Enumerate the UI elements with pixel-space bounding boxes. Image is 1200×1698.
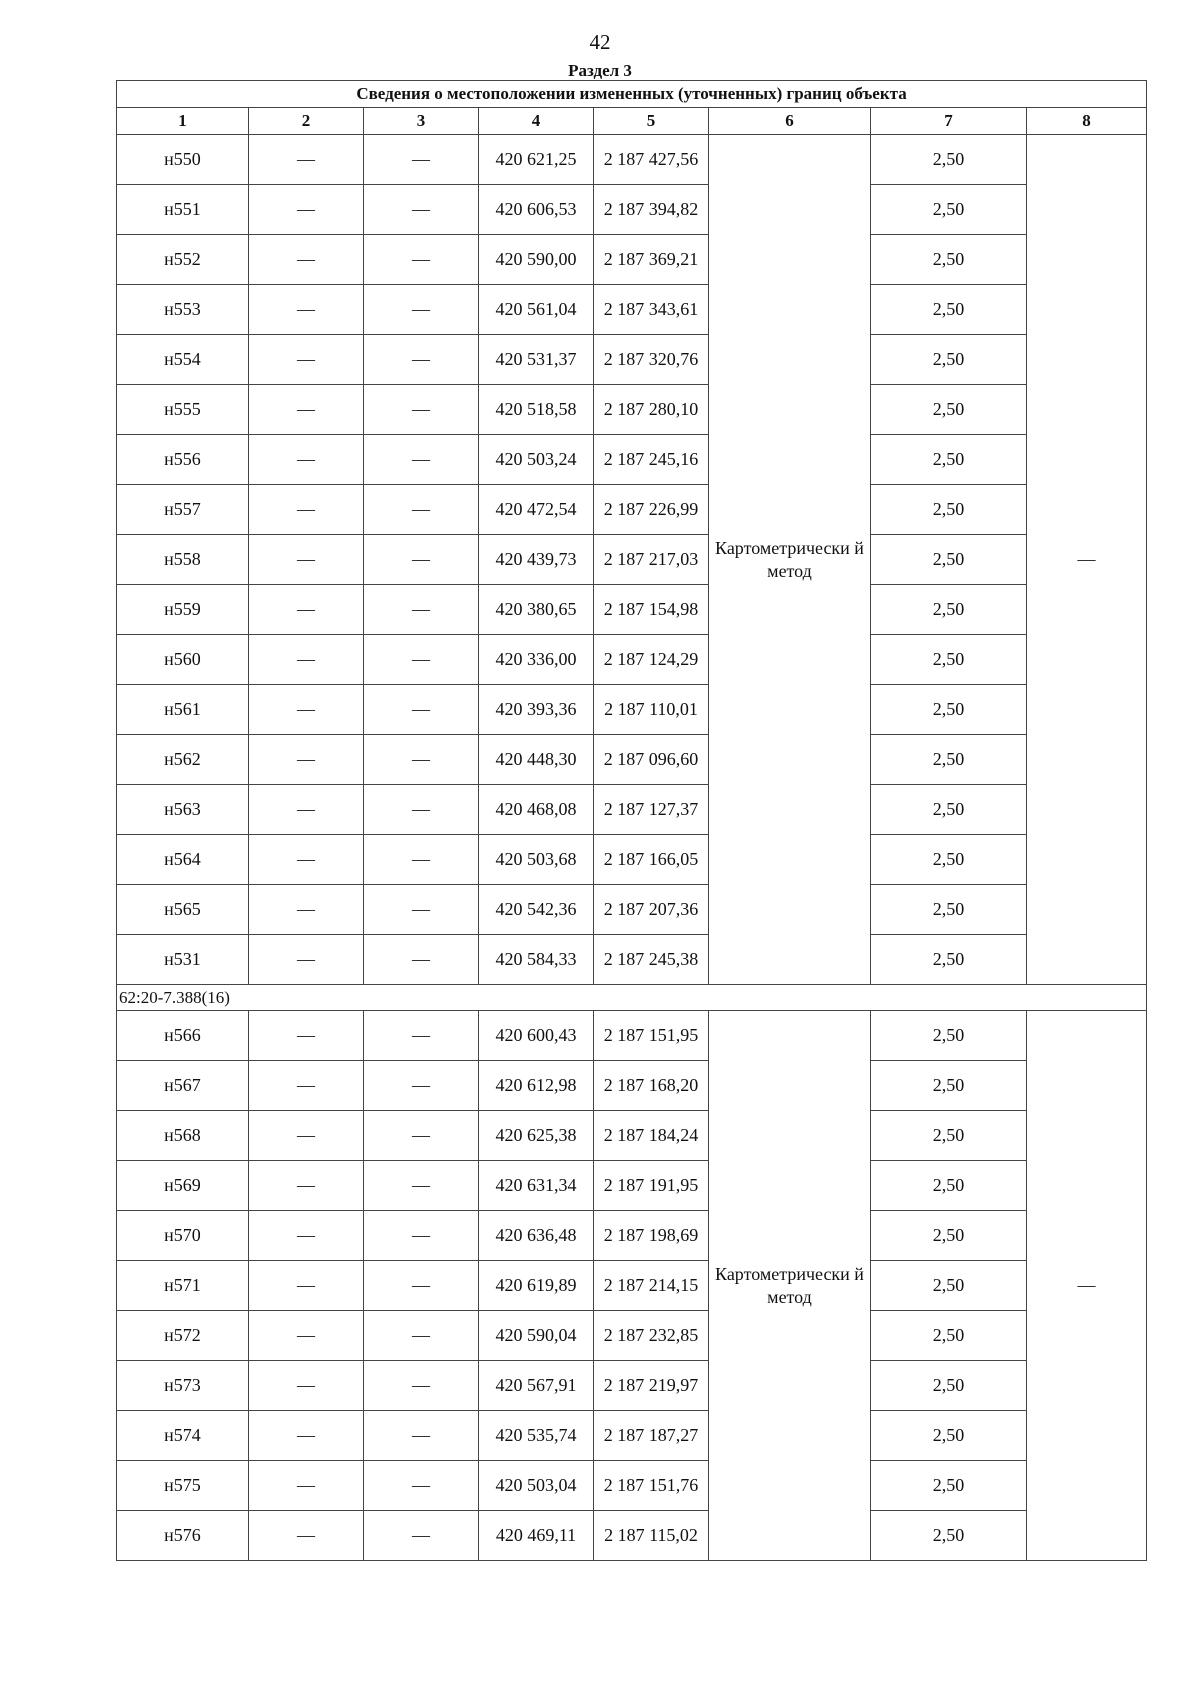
col3-cell: —	[364, 235, 479, 285]
table-row	[117, 1061, 1147, 1111]
column-header: 8	[1027, 108, 1147, 135]
col3-cell: —	[364, 835, 479, 885]
accuracy-cell: 2,50	[871, 885, 1027, 935]
table-row	[117, 1311, 1147, 1361]
accuracy-cell: 2,50	[871, 1161, 1027, 1211]
group-label-row	[117, 985, 1147, 1011]
y-coordinate-cell: 2 187 124,29	[594, 635, 709, 685]
x-coordinate-cell: 420 625,38	[479, 1111, 594, 1161]
accuracy-cell: 2,50	[871, 385, 1027, 435]
accuracy-cell: 2,50	[871, 1361, 1027, 1411]
y-coordinate-cell: 2 187 207,36	[594, 885, 709, 935]
col3-cell: —	[364, 635, 479, 685]
column-header: 7	[871, 108, 1027, 135]
point-name-cell: н567	[117, 1061, 249, 1111]
col3-cell: —	[364, 885, 479, 935]
col3-cell: —	[364, 1161, 479, 1211]
x-coordinate-cell: 420 619,89	[479, 1261, 594, 1311]
x-coordinate-cell: 420 503,24	[479, 435, 594, 485]
col2-cell: —	[249, 1061, 364, 1111]
method-cell: Картометрически й метод	[709, 135, 871, 985]
table-row	[117, 1461, 1147, 1511]
col2-cell: —	[249, 935, 364, 985]
accuracy-cell: 2,50	[871, 1261, 1027, 1311]
x-coordinate-cell: 420 535,74	[479, 1411, 594, 1461]
table-row	[117, 935, 1147, 985]
col3-cell: —	[364, 1461, 479, 1511]
x-coordinate-cell: 420 606,53	[479, 185, 594, 235]
point-name-cell: н531	[117, 935, 249, 985]
col3-cell: —	[364, 485, 479, 535]
col3-cell: —	[364, 785, 479, 835]
point-name-cell: н574	[117, 1411, 249, 1461]
table-row	[117, 1011, 1147, 1061]
col3-cell: —	[364, 285, 479, 335]
point-name-cell: н551	[117, 185, 249, 235]
col2-cell: —	[249, 1361, 364, 1411]
col3-cell: —	[364, 535, 479, 585]
col3-cell: —	[364, 1011, 479, 1061]
y-coordinate-cell: 2 187 394,82	[594, 185, 709, 235]
column-header: 3	[364, 108, 479, 135]
column-header-row	[117, 108, 1147, 135]
col3-cell: —	[364, 335, 479, 385]
col2-cell: —	[249, 185, 364, 235]
y-coordinate-cell: 2 187 245,38	[594, 935, 709, 985]
col2-cell: —	[249, 735, 364, 785]
y-coordinate-cell: 2 187 096,60	[594, 735, 709, 785]
table-row	[117, 535, 1147, 585]
x-coordinate-cell: 420 503,04	[479, 1461, 594, 1511]
table-row	[117, 435, 1147, 485]
x-coordinate-cell: 420 468,08	[479, 785, 594, 835]
point-name-cell: н552	[117, 235, 249, 285]
accuracy-cell: 2,50	[871, 235, 1027, 285]
accuracy-cell: 2,50	[871, 335, 1027, 385]
y-coordinate-cell: 2 187 198,69	[594, 1211, 709, 1261]
y-coordinate-cell: 2 187 187,27	[594, 1411, 709, 1461]
point-name-cell: н560	[117, 635, 249, 685]
accuracy-cell: 2,50	[871, 1461, 1027, 1511]
col2-cell: —	[249, 235, 364, 285]
accuracy-cell: 2,50	[871, 535, 1027, 585]
point-name-cell: н556	[117, 435, 249, 485]
accuracy-cell: 2,50	[871, 1011, 1027, 1061]
table-row	[117, 135, 1147, 185]
accuracy-cell: 2,50	[871, 285, 1027, 335]
table-row	[117, 1511, 1147, 1561]
x-coordinate-cell: 420 336,00	[479, 635, 594, 685]
column-header: 5	[594, 108, 709, 135]
accuracy-cell: 2,50	[871, 1211, 1027, 1261]
x-coordinate-cell: 420 631,34	[479, 1161, 594, 1211]
col8-cell: —	[1027, 1011, 1147, 1561]
col2-cell: —	[249, 1511, 364, 1561]
y-coordinate-cell: 2 187 217,03	[594, 535, 709, 585]
table-row	[117, 835, 1147, 885]
x-coordinate-cell: 420 393,36	[479, 685, 594, 735]
x-coordinate-cell: 420 636,48	[479, 1211, 594, 1261]
col2-cell: —	[249, 385, 364, 435]
col3-cell: —	[364, 1061, 479, 1111]
x-coordinate-cell: 420 448,30	[479, 735, 594, 785]
x-coordinate-cell: 420 469,11	[479, 1511, 594, 1561]
point-name-cell: н561	[117, 685, 249, 735]
accuracy-cell: 2,50	[871, 635, 1027, 685]
point-name-cell: н559	[117, 585, 249, 635]
y-coordinate-cell: 2 187 427,56	[594, 135, 709, 185]
y-coordinate-cell: 2 187 151,76	[594, 1461, 709, 1511]
col3-cell: —	[364, 1361, 479, 1411]
table-row	[117, 635, 1147, 685]
accuracy-cell: 2,50	[871, 835, 1027, 885]
col2-cell: —	[249, 1161, 364, 1211]
col2-cell: —	[249, 635, 364, 685]
col2-cell: —	[249, 1211, 364, 1261]
accuracy-cell: 2,50	[871, 485, 1027, 535]
column-header: 1	[117, 108, 249, 135]
table-row	[117, 385, 1147, 435]
col3-cell: —	[364, 935, 479, 985]
table-row	[117, 1261, 1147, 1311]
x-coordinate-cell: 420 503,68	[479, 835, 594, 885]
table-row	[117, 235, 1147, 285]
col3-cell: —	[364, 385, 479, 435]
y-coordinate-cell: 2 187 154,98	[594, 585, 709, 635]
x-coordinate-cell: 420 561,04	[479, 285, 594, 335]
col2-cell: —	[249, 585, 364, 635]
col2-cell: —	[249, 885, 364, 935]
col3-cell: —	[364, 1261, 479, 1311]
table-row	[117, 1361, 1147, 1411]
accuracy-cell: 2,50	[871, 685, 1027, 735]
point-name-cell: н550	[117, 135, 249, 185]
accuracy-cell: 2,50	[871, 185, 1027, 235]
table-row	[117, 285, 1147, 335]
table-row	[117, 785, 1147, 835]
col3-cell: —	[364, 735, 479, 785]
y-coordinate-cell: 2 187 219,97	[594, 1361, 709, 1411]
accuracy-cell: 2,50	[871, 435, 1027, 485]
boundary-coordinates-table	[116, 80, 1147, 1561]
y-coordinate-cell: 2 187 245,16	[594, 435, 709, 485]
col2-cell: —	[249, 535, 364, 585]
point-name-cell: н568	[117, 1111, 249, 1161]
table-row	[117, 1161, 1147, 1211]
y-coordinate-cell: 2 187 151,95	[594, 1011, 709, 1061]
accuracy-cell: 2,50	[871, 1111, 1027, 1161]
y-coordinate-cell: 2 187 369,21	[594, 235, 709, 285]
x-coordinate-cell: 420 518,58	[479, 385, 594, 435]
col2-cell: —	[249, 435, 364, 485]
x-coordinate-cell: 420 531,37	[479, 335, 594, 385]
point-name-cell: н572	[117, 1311, 249, 1361]
accuracy-cell: 2,50	[871, 135, 1027, 185]
point-name-cell: н564	[117, 835, 249, 885]
col3-cell: —	[364, 135, 479, 185]
y-coordinate-cell: 2 187 280,10	[594, 385, 709, 435]
y-coordinate-cell: 2 187 343,61	[594, 285, 709, 335]
x-coordinate-cell: 420 590,04	[479, 1311, 594, 1361]
x-coordinate-cell: 420 621,25	[479, 135, 594, 185]
point-name-cell: н566	[117, 1011, 249, 1061]
accuracy-cell: 2,50	[871, 1511, 1027, 1561]
col8-cell: —	[1027, 135, 1147, 985]
page-number: 42	[589, 30, 611, 54]
x-coordinate-cell: 420 612,98	[479, 1061, 594, 1111]
col3-cell: —	[364, 185, 479, 235]
y-coordinate-cell: 2 187 166,05	[594, 835, 709, 885]
y-coordinate-cell: 2 187 214,15	[594, 1261, 709, 1311]
col2-cell: —	[249, 135, 364, 185]
column-header: 4	[479, 108, 594, 135]
col2-cell: —	[249, 335, 364, 385]
table-caption: Сведения о местоположении измененных (уточненных) границ объекта	[117, 81, 1147, 108]
point-name-cell: н557	[117, 485, 249, 535]
point-name-cell: н554	[117, 335, 249, 385]
table-row	[117, 735, 1147, 785]
method-cell: Картометрически й метод	[709, 1011, 871, 1561]
col2-cell: —	[249, 685, 364, 735]
table-row	[117, 1411, 1147, 1461]
col3-cell: —	[364, 1111, 479, 1161]
col2-cell: —	[249, 835, 364, 885]
point-name-cell: н565	[117, 885, 249, 935]
point-name-cell: н555	[117, 385, 249, 435]
accuracy-cell: 2,50	[871, 1061, 1027, 1111]
y-coordinate-cell: 2 187 191,95	[594, 1161, 709, 1211]
accuracy-cell: 2,50	[871, 935, 1027, 985]
col3-cell: —	[364, 1411, 479, 1461]
column-header: 2	[249, 108, 364, 135]
point-name-cell: н571	[117, 1261, 249, 1311]
x-coordinate-cell: 420 542,36	[479, 885, 594, 935]
table-row	[117, 335, 1147, 385]
col3-cell: —	[364, 585, 479, 635]
y-coordinate-cell: 2 187 232,85	[594, 1311, 709, 1361]
accuracy-cell: 2,50	[871, 785, 1027, 835]
y-coordinate-cell: 2 187 127,37	[594, 785, 709, 835]
col2-cell: —	[249, 1411, 364, 1461]
col2-cell: —	[249, 1111, 364, 1161]
point-name-cell: н575	[117, 1461, 249, 1511]
table-body	[117, 135, 1147, 1561]
point-name-cell: н558	[117, 535, 249, 585]
table-row	[117, 685, 1147, 735]
col3-cell: —	[364, 435, 479, 485]
table-row	[117, 485, 1147, 535]
y-coordinate-cell: 2 187 184,24	[594, 1111, 709, 1161]
point-name-cell: н569	[117, 1161, 249, 1211]
y-coordinate-cell: 2 187 168,20	[594, 1061, 709, 1111]
accuracy-cell: 2,50	[871, 1311, 1027, 1361]
x-coordinate-cell: 420 567,91	[479, 1361, 594, 1411]
table-row	[117, 1111, 1147, 1161]
col2-cell: —	[249, 1311, 364, 1361]
point-name-cell: н573	[117, 1361, 249, 1411]
point-name-cell: н570	[117, 1211, 249, 1261]
point-name-cell: н562	[117, 735, 249, 785]
y-coordinate-cell: 2 187 320,76	[594, 335, 709, 385]
accuracy-cell: 2,50	[871, 1411, 1027, 1461]
point-name-cell: н553	[117, 285, 249, 335]
col2-cell: —	[249, 1011, 364, 1061]
table-row	[117, 585, 1147, 635]
section-title: Раздел 3	[568, 61, 632, 80]
point-name-cell: н576	[117, 1511, 249, 1561]
x-coordinate-cell: 420 600,43	[479, 1011, 594, 1061]
col2-cell: —	[249, 1261, 364, 1311]
x-coordinate-cell: 420 472,54	[479, 485, 594, 535]
x-coordinate-cell: 420 380,65	[479, 585, 594, 635]
x-coordinate-cell: 420 584,33	[479, 935, 594, 985]
table-row	[117, 185, 1147, 235]
col2-cell: —	[249, 1461, 364, 1511]
col3-cell: —	[364, 1311, 479, 1361]
table-row	[117, 885, 1147, 935]
col2-cell: —	[249, 785, 364, 835]
accuracy-cell: 2,50	[871, 585, 1027, 635]
group-label: 62:20-7.388(16)	[117, 985, 1147, 1011]
y-coordinate-cell: 2 187 110,01	[594, 685, 709, 735]
table-row	[117, 1211, 1147, 1261]
col3-cell: —	[364, 1511, 479, 1561]
x-coordinate-cell: 420 590,00	[479, 235, 594, 285]
point-name-cell: н563	[117, 785, 249, 835]
column-header: 6	[709, 108, 871, 135]
x-coordinate-cell: 420 439,73	[479, 535, 594, 585]
col3-cell: —	[364, 1211, 479, 1261]
col2-cell: —	[249, 285, 364, 335]
y-coordinate-cell: 2 187 115,02	[594, 1511, 709, 1561]
accuracy-cell: 2,50	[871, 735, 1027, 785]
y-coordinate-cell: 2 187 226,99	[594, 485, 709, 535]
col2-cell: —	[249, 485, 364, 535]
col3-cell: —	[364, 685, 479, 735]
